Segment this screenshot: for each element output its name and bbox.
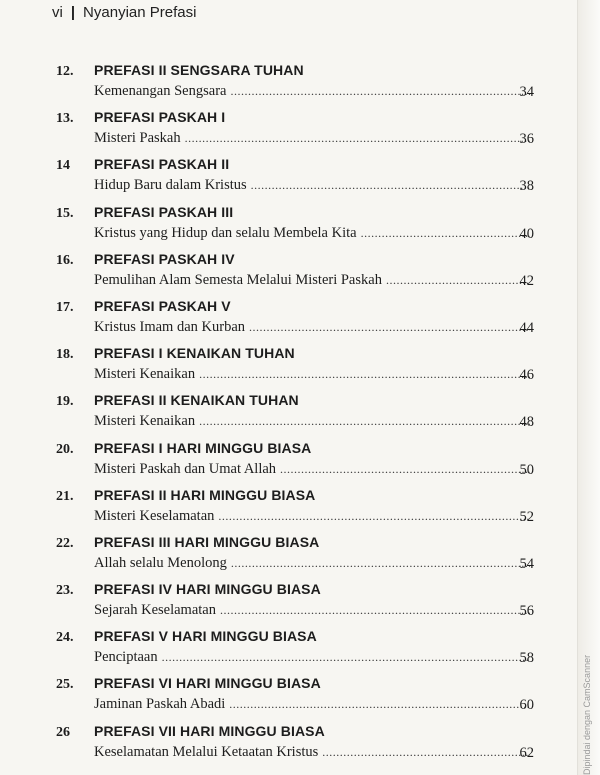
entry-title: PREFASI V HARI MINGGU BIASA xyxy=(94,628,317,645)
toc-entry[interactable] xyxy=(56,296,536,343)
entry-subtitle-row xyxy=(94,508,534,525)
entry-page-number: 46 xyxy=(519,367,534,384)
entry-subtitle-row xyxy=(94,319,534,336)
toc-entry[interactable] xyxy=(56,485,536,532)
entry-number: 16. xyxy=(56,252,74,268)
entry-subtitle: Jaminan Paskah Abadi xyxy=(94,696,226,713)
entry-subtitle: Sejarah Keselamatan xyxy=(94,602,216,619)
toc-entry[interactable] xyxy=(56,202,536,249)
dot-leader xyxy=(199,414,530,429)
toc-entry[interactable] xyxy=(56,60,536,107)
dot-leader xyxy=(220,603,530,618)
scanner-watermark: Dipindai dengan CamScanner xyxy=(582,654,592,775)
toc-entry[interactable] xyxy=(56,673,536,720)
entry-subtitle-row xyxy=(94,225,534,242)
entry-subtitle: Hidup Baru dalam Kristus xyxy=(94,177,247,194)
dot-leader xyxy=(230,84,530,99)
entry-subtitle-row xyxy=(94,177,534,194)
toc-entry[interactable] xyxy=(56,154,536,201)
entry-number: 20. xyxy=(56,441,74,457)
entry-subtitle-row xyxy=(94,744,534,761)
header-separator: | xyxy=(70,4,76,21)
entry-subtitle: Penciptaan xyxy=(94,649,158,666)
dot-leader xyxy=(322,745,530,760)
entry-subtitle-row xyxy=(94,461,534,478)
entry-title: PREFASI I HARI MINGGU BIASA xyxy=(94,439,312,456)
book-title: Nyanyian Prefasi xyxy=(83,4,197,21)
entry-number: 18. xyxy=(56,347,74,363)
dot-leader xyxy=(249,320,530,335)
entry-number: 23. xyxy=(56,583,74,599)
entry-number: 22. xyxy=(56,535,74,551)
entry-title: PREFASI PASKAH II xyxy=(94,156,230,173)
entry-number: 14 xyxy=(56,158,70,174)
entry-page-number: 40 xyxy=(519,225,534,242)
entry-subtitle-row xyxy=(94,602,534,619)
toc-entry[interactable] xyxy=(56,438,536,485)
page-numeral: vi xyxy=(52,4,63,21)
dot-leader xyxy=(229,697,530,712)
entry-subtitle-row xyxy=(94,272,534,289)
entry-page-number: 60 xyxy=(519,697,534,714)
entry-number: 21. xyxy=(56,488,74,504)
dot-leader xyxy=(280,462,530,477)
entry-number: 26 xyxy=(56,724,70,740)
entry-subtitle: Keselamatan Melalui Ketaatan Kristus xyxy=(94,743,319,760)
entry-page-number: 56 xyxy=(519,603,534,620)
entry-title: PREFASI II KENAIKAN TUHAN xyxy=(94,392,299,409)
entry-subtitle-row xyxy=(94,366,534,383)
entry-page-number: 52 xyxy=(519,508,534,525)
entry-subtitle: Misteri Kenaikan xyxy=(94,413,196,430)
entry-number: 15. xyxy=(56,205,74,221)
entry-title: PREFASI PASKAH V xyxy=(94,297,231,314)
entry-subtitle: Allah selalu Menolong xyxy=(94,554,227,571)
entry-subtitle: Misteri Keselamatan xyxy=(94,507,215,524)
entry-subtitle-row xyxy=(94,413,534,430)
entry-page-number: 54 xyxy=(519,555,534,572)
toc-entry[interactable] xyxy=(56,343,536,390)
entry-number: 24. xyxy=(56,630,74,646)
toc-entry[interactable] xyxy=(56,390,536,437)
entry-subtitle-row xyxy=(94,696,534,713)
toc-entry[interactable] xyxy=(56,721,536,768)
entry-subtitle: Misteri Kenaikan xyxy=(94,366,196,383)
toc-entry[interactable] xyxy=(56,107,536,154)
entry-page-number: 44 xyxy=(519,319,534,336)
entry-subtitle: Misteri Paskah dan Umat Allah xyxy=(94,460,277,477)
entry-subtitle-row xyxy=(94,130,534,147)
entry-page-number: 48 xyxy=(519,414,534,431)
entry-subtitle-row xyxy=(94,555,534,572)
entry-title: PREFASI PASKAH III xyxy=(94,203,234,220)
dot-leader xyxy=(162,650,530,665)
table-of-contents xyxy=(56,60,536,768)
dot-leader xyxy=(386,273,530,288)
entry-number: 19. xyxy=(56,394,74,410)
entry-title: PREFASI VII HARI MINGGU BIASA xyxy=(94,722,325,739)
entry-number: 13. xyxy=(56,111,74,127)
entry-title: PREFASI PASKAH I xyxy=(94,109,226,126)
entry-page-number: 50 xyxy=(519,461,534,478)
dot-leader xyxy=(218,509,530,524)
entry-subtitle: Kristus yang Hidup dan selalu Membela Kita xyxy=(94,224,357,241)
toc-entry[interactable] xyxy=(56,249,536,296)
dot-leader xyxy=(361,226,530,241)
running-header xyxy=(52,4,196,21)
entry-number: 17. xyxy=(56,299,74,315)
entry-page-number: 34 xyxy=(519,84,534,100)
entry-page-number: 38 xyxy=(519,178,534,195)
entry-title: PREFASI II HARI MINGGU BIASA xyxy=(94,486,316,503)
entry-title: PREFASI VI HARI MINGGU BIASA xyxy=(94,675,321,692)
entry-subtitle: Kemenangan Sengsara xyxy=(94,83,227,99)
entry-subtitle: Pemulihan Alam Semesta Melalui Misteri Paskah xyxy=(94,271,382,288)
entry-page-number: 58 xyxy=(519,650,534,667)
entry-title: PREFASI IV HARI MINGGU BIASA xyxy=(94,581,321,598)
entry-title: PREFASI PASKAH IV xyxy=(94,250,235,267)
entry-number: 25. xyxy=(56,677,74,693)
dot-leader xyxy=(185,131,530,146)
entry-subtitle: Misteri Paskah xyxy=(94,130,181,147)
toc-entry[interactable] xyxy=(56,579,536,626)
entry-title: PREFASI I KENAIKAN TUHAN xyxy=(94,345,295,362)
dot-leader xyxy=(199,367,530,382)
entry-subtitle-row xyxy=(94,83,534,100)
toc-entry[interactable] xyxy=(56,532,536,579)
entry-subtitle: Kristus Imam dan Kurban xyxy=(94,318,246,335)
entry-page-number: 36 xyxy=(519,131,534,148)
dot-leader xyxy=(251,178,530,193)
entry-subtitle-row xyxy=(94,649,534,666)
toc-entry[interactable] xyxy=(56,626,536,673)
entry-page-number: 42 xyxy=(519,272,534,289)
entry-page-number: 62 xyxy=(519,744,534,761)
dot-leader xyxy=(231,556,530,571)
entry-number: 12. xyxy=(56,64,74,79)
entry-title: PREFASI III HARI MINGGU BIASA xyxy=(94,533,320,550)
entry-title: PREFASI II SENGSARA TUHAN xyxy=(94,62,304,78)
